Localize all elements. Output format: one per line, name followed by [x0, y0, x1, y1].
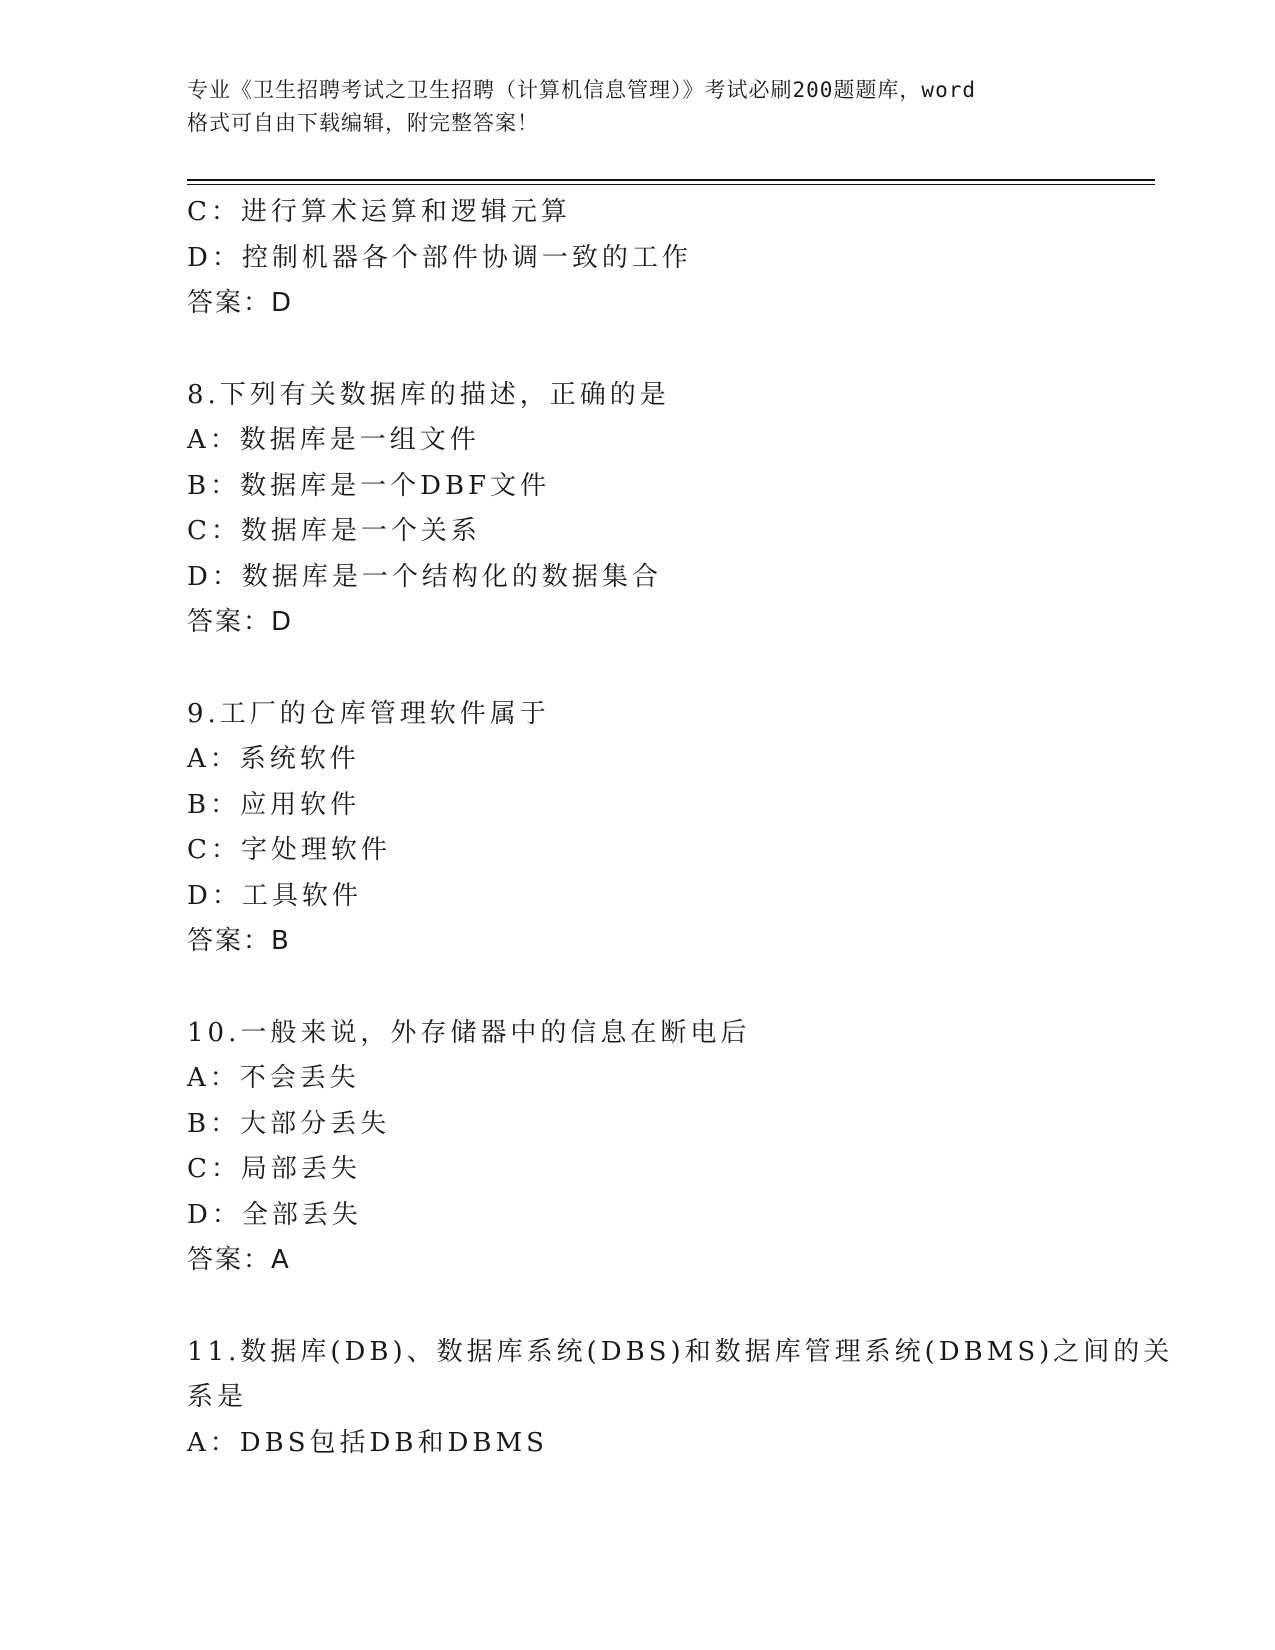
header-rule-thick — [187, 179, 1155, 181]
question-stem: 9.工厂的仓库管理软件属于 — [187, 698, 550, 729]
question-stem: 10.一般来说，外存储器中的信息在断电后 — [187, 1017, 751, 1048]
question-block-8 — [187, 373, 1067, 646]
option-a: A：不会丢失 — [187, 1063, 360, 1093]
document-header — [187, 74, 1087, 140]
answer-line: 答案：A — [187, 1245, 291, 1275]
answer-line: 答案：D — [187, 607, 294, 637]
option-c: C：局部丢失 — [187, 1154, 361, 1184]
answer-line: 答案：D — [187, 288, 294, 318]
option-b: B：数据库是一个DBF文件 — [187, 470, 551, 501]
option-d: D：数据库是一个结构化的数据集合 — [187, 561, 662, 592]
option-a: A：系统软件 — [187, 744, 360, 774]
option-c: C：数据库是一个关系 — [187, 516, 481, 546]
question-block-9 — [187, 692, 1067, 965]
question-stem: 8.下列有关数据库的描述，正确的是 — [187, 379, 670, 410]
header-rule-thin — [187, 184, 1155, 185]
option-a: A：DBS包括DB和DBMS — [187, 1427, 548, 1458]
header-line-2: 格式可自由下载编辑，附完整答案！ — [187, 111, 539, 135]
option-c: C：进行算术运算和逻辑元算 — [187, 197, 571, 227]
header-line-1: 专业《卫生招聘考试之卫生招聘（计算机信息管理）》考试必刷200题题库，word — [187, 78, 976, 102]
question-stem-line-2: 系是 — [187, 1382, 248, 1412]
question-list — [187, 190, 1174, 1466]
question-stem-line-1: 11.数据库(DB)、数据库系统(DBS)和数据库管理系统(DBMS)之间的关 — [187, 1336, 1174, 1367]
option-b: B：应用软件 — [187, 789, 361, 820]
answer-line: 答案：B — [187, 926, 291, 956]
option-d: D：工具软件 — [187, 880, 362, 911]
option-a: A：数据库是一组文件 — [187, 425, 480, 455]
option-d: D：全部丢失 — [187, 1199, 362, 1230]
option-d: D：控制机器各个部件协调一致的工作 — [187, 242, 692, 273]
question-block-11 — [187, 1330, 1174, 1467]
option-b: B：大部分丢失 — [187, 1108, 391, 1139]
option-c: C：字处理软件 — [187, 835, 391, 865]
question-block-prev — [187, 190, 1067, 327]
question-block-10 — [187, 1011, 1067, 1284]
